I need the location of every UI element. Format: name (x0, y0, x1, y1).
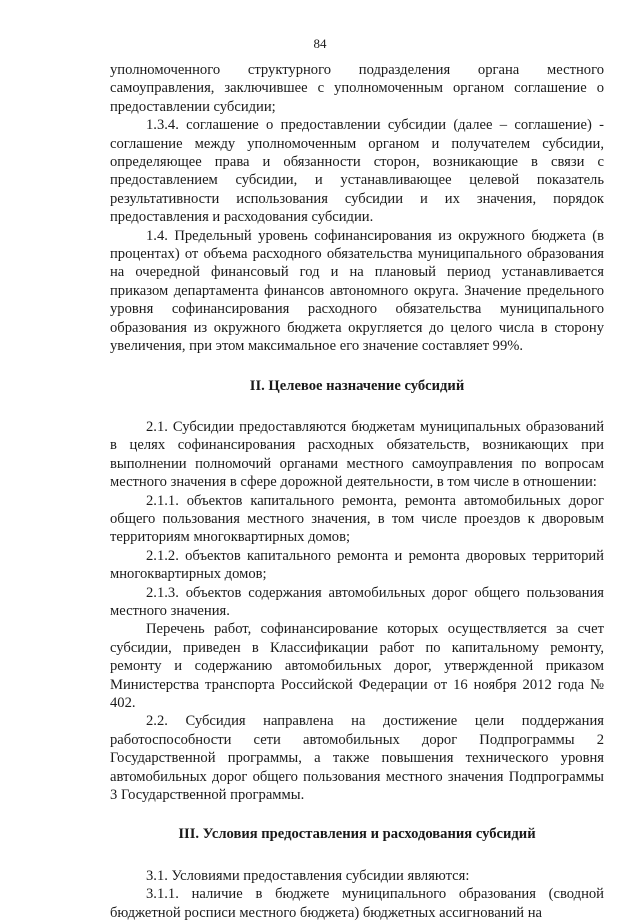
paragraph-2-1-3: 2.1.3. объектов содержания автомобильных дорог общего пользования местного значения. (110, 584, 604, 619)
section-2-heading: II. Целевое назначение субсидий (249, 377, 465, 394)
paragraph-1-4: 1.4. Предельный уровень софинансирования из окружного бюджета (в процентах) от объема расходного обязательства муниципального образования на очередной финансовый год и на плановый период устанавливается приказом департамента финансов автономного округа. Значение предельного уровня софинансирования расходного обязательства муниципального образования из окружного бюджета округляется до целого числа в сторону увеличения, при этом максимальное его значение составляет 99%. (110, 227, 604, 355)
page-number: 84 (313, 36, 327, 51)
paragraph-1-3-4: 1.3.4. соглашение о предоставлении субсидии (далее – соглашение) - соглашение между уполномоченным органом и получателем субсидии, определяющее права и обязанности сторон, возникающие в связи с предоставлением субсидии, и устанавливающее целевой показатель результативности использования субсидии и их значения, порядок предоставления и расходования субсидии. (110, 117, 604, 226)
paragraph-continuation: уполномоченного структурного подразделения органа местного самоуправления, заключившее с уполномоченным органом соглашение о предоставлении субсидии; (110, 62, 604, 115)
paragraph-3-1-1: 3.1.1. наличие в бюджете муниципального образования (сводной бюджетной росписи местного бюджета) бюджетных ассигнований на (110, 886, 604, 921)
document-body (110, 61, 604, 922)
paragraph-2-1-2: 2.1.2. объектов капитального ремонта и ремонта дворовых территорий многоквартирных домов; (110, 547, 604, 583)
paragraph-3-1: 3.1. Условиями предоставления субсидии являются: (146, 867, 470, 884)
paragraph-2-2: 2.2. Субсидия направлена на достижение цели поддержания работоспособности сети автомобильных дорог Подпрограммы 2 Государственной программы, а также повышения технического уровня автомобильных дорог общего пользования местного значения Подпрограммы 3 Государственной программы. (110, 713, 604, 804)
paragraph-2-1: 2.1. Субсидии предоставляются бюджетам муниципальных образований в целях софинансирования расходных обязательств, возникающих при выполнении полномочий органами местного самоуправления по вопросам местного значения в сфере дорожной деятельности, в том числе в отношении: (110, 418, 604, 491)
section-3-heading: III. Условия предоставления и расходования субсидий (178, 826, 536, 843)
paragraph-2-1-1: 2.1.1. объектов капитального ремонта, ремонта автомобильных дорог общего пользования местного значения, в том числе проездов к дворовым территориям многоквартирных домов; (110, 492, 604, 546)
paragraph-works-list: Перечень работ, софинансирование которых осуществляется за счет субсидии, приведен в Классификации работ по капитальному ремонту, ремонту и содержанию автомобильных дорог, утвержденной приказом Министерства транспорта Российской Федерации от 16 ноября 2012 года № 402. (110, 621, 604, 711)
